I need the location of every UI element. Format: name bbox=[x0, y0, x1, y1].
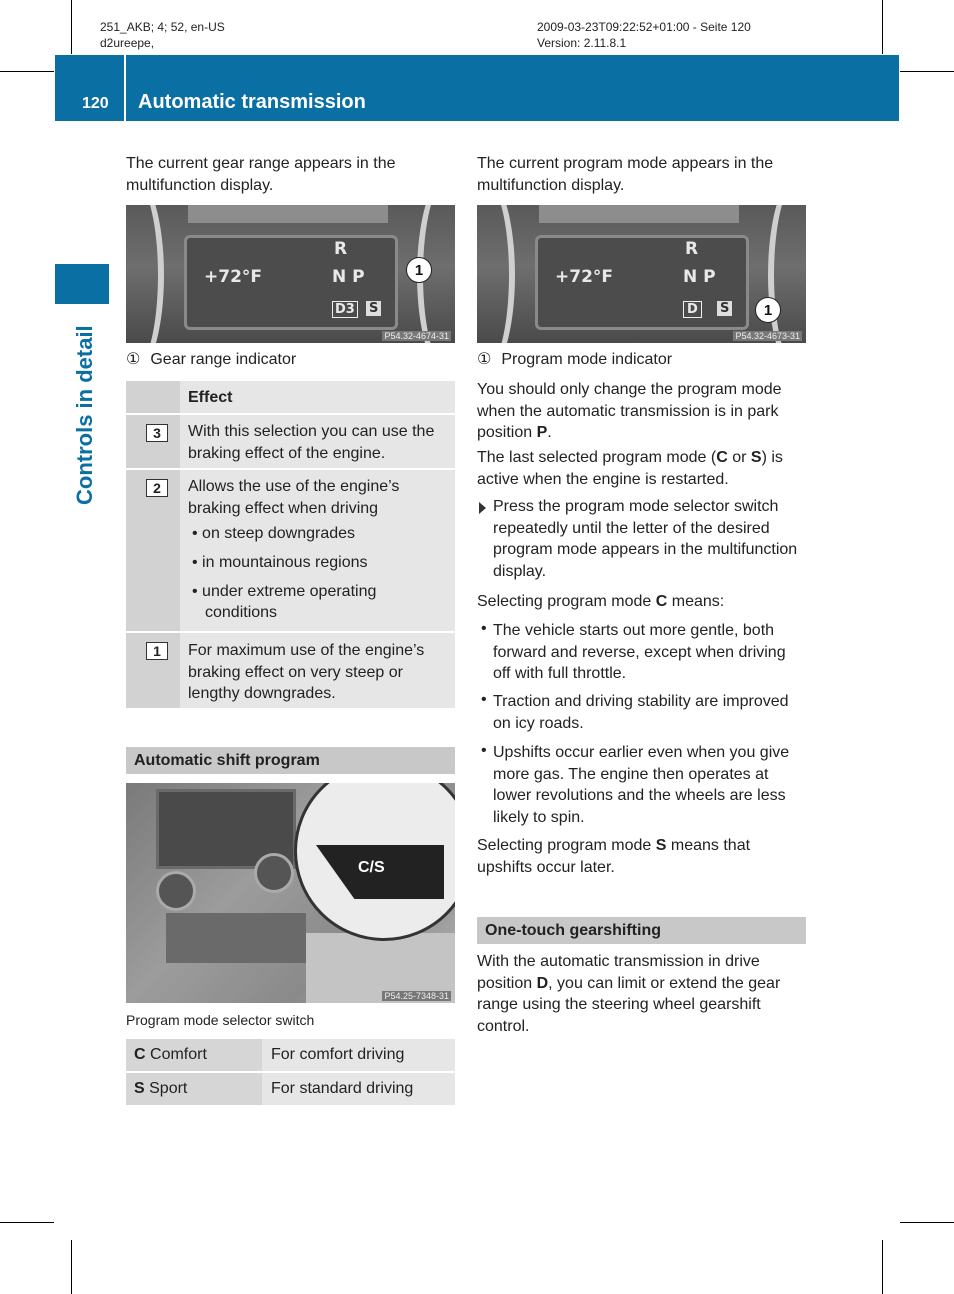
mode-letter: C bbox=[134, 1046, 146, 1063]
instruction-step bbox=[493, 496, 797, 582]
text-run: Selecting program mode bbox=[477, 837, 656, 854]
text-run: position bbox=[477, 424, 537, 441]
bullet-item: • in mountainous regions bbox=[192, 554, 368, 571]
text-line: when the automatic transmission is in park bbox=[477, 402, 779, 420]
text-line: Traction and driving stability are improved bbox=[493, 693, 789, 710]
meta-line: 251_AKB; 4; 52, en-US bbox=[100, 20, 225, 34]
text-line: display. bbox=[493, 562, 547, 580]
mode-box: S bbox=[717, 301, 732, 316]
mode-name-cell bbox=[126, 1073, 262, 1105]
text-line: Press the program mode selector switch bbox=[493, 498, 779, 515]
figure-code: P54.32-4674-31 bbox=[384, 331, 449, 341]
gear-key-1: 1 bbox=[146, 642, 168, 660]
left-intro bbox=[126, 153, 396, 196]
gear-range-display-photo bbox=[126, 205, 455, 343]
gear-r: R bbox=[685, 239, 699, 259]
bullet-item bbox=[493, 620, 786, 685]
table-row bbox=[126, 1039, 455, 1071]
gear-np: N P bbox=[332, 267, 365, 287]
figure-caption bbox=[126, 349, 296, 371]
text-run: means: bbox=[667, 593, 725, 610]
text-line: lengthy downgrades. bbox=[188, 685, 336, 702]
figure-caption: Program mode selector switch bbox=[126, 1012, 315, 1028]
text-line: likely to spin. bbox=[493, 808, 585, 826]
cs-button-label: C/S bbox=[358, 859, 385, 876]
figure-caption bbox=[477, 349, 672, 371]
program-mode-display-photo bbox=[477, 205, 806, 343]
print-meta-right bbox=[537, 19, 751, 51]
text-line: The vehicle starts out more gentle, both bbox=[493, 622, 775, 639]
gear-np: N P bbox=[683, 267, 716, 287]
text-line bbox=[477, 447, 783, 469]
text-line: With this selection you can use the bbox=[188, 423, 435, 440]
text-line: lower revolutions and the wheels are less bbox=[493, 787, 786, 804]
table-cell-text bbox=[188, 476, 399, 519]
text-run: The last selected program mode ( bbox=[477, 449, 717, 466]
paragraph bbox=[477, 591, 724, 613]
mode-name-cell bbox=[126, 1039, 262, 1071]
callout-1: 1 bbox=[755, 297, 781, 323]
crop-mark bbox=[0, 71, 54, 72]
step-arrow-icon bbox=[479, 502, 486, 514]
climate-knob bbox=[254, 853, 294, 893]
text-line: You should only change the program mode bbox=[477, 381, 782, 398]
temperature-readout: +72°F bbox=[204, 267, 263, 287]
crop-mark bbox=[882, 1240, 883, 1294]
text-line: braking effect of the engine. bbox=[188, 444, 386, 462]
crop-mark bbox=[900, 71, 954, 72]
text-run: means that bbox=[666, 837, 751, 854]
table-row bbox=[126, 1073, 455, 1105]
table-key-cell bbox=[126, 381, 180, 413]
display-top-bar bbox=[188, 205, 388, 223]
text-run: . bbox=[547, 424, 552, 441]
text-run: position bbox=[477, 974, 537, 992]
text-line bbox=[477, 973, 780, 995]
bold-term: D bbox=[536, 974, 549, 992]
paragraph bbox=[477, 835, 750, 878]
right-intro bbox=[477, 153, 773, 196]
text-run: ) is bbox=[761, 449, 783, 466]
caption-text: Program mode indicator bbox=[501, 351, 673, 368]
meta-line: 2009-03-23T09:22:52+01:00 - Seite 120 bbox=[537, 20, 751, 34]
temperature-readout: +72°F bbox=[555, 267, 614, 287]
gauge-ring bbox=[768, 205, 806, 343]
text-line: braking effect when driving bbox=[188, 499, 379, 517]
text-line: multifunction display. bbox=[477, 176, 625, 194]
table-header: Effect bbox=[188, 389, 233, 406]
gear-key-2: 2 bbox=[146, 479, 168, 497]
text-line bbox=[477, 422, 782, 444]
text-line: range using the steering wheel gearshift bbox=[477, 996, 761, 1013]
paragraph bbox=[477, 379, 782, 444]
caption-marker: ① bbox=[477, 351, 492, 368]
crop-mark bbox=[900, 1222, 954, 1223]
meta-line: d2ureepe, bbox=[100, 36, 155, 50]
mode-name: Comfort bbox=[150, 1046, 207, 1063]
text-run: , you can limit or extend the gear bbox=[548, 974, 781, 992]
text-line: program mode appears in the multifunction bbox=[493, 541, 798, 558]
climate-knob bbox=[156, 871, 196, 911]
text-line: on icy roads. bbox=[493, 714, 584, 732]
crop-mark bbox=[882, 0, 883, 54]
bullet-item: • under extreme operating bbox=[192, 583, 377, 600]
caption-marker: ① bbox=[126, 351, 141, 368]
figure-code: P54.32-4673-31 bbox=[735, 331, 800, 341]
button-panel bbox=[166, 913, 306, 963]
bullet-text: on steep downgrades bbox=[202, 525, 356, 542]
paragraph bbox=[477, 951, 780, 1037]
text-line: forward and reverse, except when driving bbox=[493, 643, 786, 661]
text-line: For maximum use of the engine’s bbox=[188, 642, 425, 659]
mode-letter: S bbox=[134, 1080, 145, 1097]
gear-r: R bbox=[334, 239, 348, 259]
print-meta-left bbox=[100, 19, 225, 51]
bullet-text: in mountainous regions bbox=[202, 554, 368, 571]
text-line: With the automatic transmission in drive bbox=[477, 953, 760, 970]
mode-desc-cell: For standard driving bbox=[262, 1073, 455, 1105]
text-line: more gas. The engine then operates at bbox=[493, 765, 769, 783]
bullet-dot: • bbox=[481, 691, 487, 708]
meta-line: Version: 2.11.8.1 bbox=[537, 36, 627, 50]
mode-box: S bbox=[366, 301, 381, 316]
table-cell-text bbox=[188, 421, 434, 464]
mode-desc-cell: For comfort driving bbox=[262, 1039, 455, 1071]
section-heading: One-touch gearshifting bbox=[477, 917, 806, 944]
bullet-dot: • bbox=[481, 742, 487, 759]
text-line: Allows the use of the engine’s bbox=[188, 478, 400, 495]
text-line: repeatedly until the letter of the desired bbox=[493, 519, 770, 537]
section-heading: Automatic shift program bbox=[126, 747, 455, 774]
side-tab-marker bbox=[55, 264, 109, 304]
bold-term: P bbox=[536, 424, 548, 441]
bold-term: C bbox=[716, 449, 728, 466]
text-line: braking effect on very steep or bbox=[188, 663, 403, 681]
text-line: upshifts occur later. bbox=[477, 858, 615, 876]
bullet-item: • on steep downgrades bbox=[192, 525, 356, 542]
bold-term: S bbox=[750, 449, 762, 466]
bold-term: S bbox=[655, 837, 667, 854]
bullet-item bbox=[493, 742, 789, 828]
text-run: Selecting program mode bbox=[477, 593, 656, 610]
page-number: 120 bbox=[82, 95, 109, 112]
bullet-item bbox=[493, 691, 789, 734]
gauge-ring bbox=[126, 205, 164, 343]
text-line bbox=[477, 835, 750, 857]
table-cell-text bbox=[188, 640, 424, 705]
program-selector-photo bbox=[126, 783, 455, 1003]
text-line: multifunction display. bbox=[126, 176, 274, 194]
gear-range-box: D3 bbox=[332, 301, 358, 318]
text-run: or bbox=[727, 449, 751, 466]
gauge-ring bbox=[477, 205, 515, 343]
text-line: active when the engine is restarted. bbox=[477, 470, 729, 488]
header-separator bbox=[124, 55, 126, 121]
bold-term: C bbox=[655, 593, 668, 610]
page-title: Automatic transmission bbox=[138, 91, 366, 113]
crop-mark bbox=[0, 1222, 54, 1223]
text-line: control. bbox=[477, 1017, 530, 1035]
display-top-bar bbox=[539, 205, 739, 223]
gear-range-box: D bbox=[683, 301, 702, 318]
bullet-dot: • bbox=[481, 620, 487, 637]
text-line: The current program mode appears in the bbox=[477, 155, 774, 172]
text-line: The current gear range appears in the bbox=[126, 155, 396, 172]
figure-code: P54.25-7348-31 bbox=[384, 991, 449, 1001]
caption-text: Gear range indicator bbox=[150, 351, 297, 368]
side-section-label: Controls in detail bbox=[72, 325, 97, 505]
bullet-continuation: conditions bbox=[205, 604, 278, 621]
crop-mark bbox=[71, 1240, 72, 1294]
bullet-text: under extreme operating bbox=[202, 583, 377, 600]
gear-key-3: 3 bbox=[146, 424, 168, 442]
paragraph bbox=[477, 447, 783, 490]
crop-mark bbox=[71, 0, 72, 54]
text-line: off with full throttle. bbox=[493, 665, 627, 682]
text-line: Upshifts occur earlier even when you give bbox=[493, 744, 790, 761]
callout-1: 1 bbox=[406, 257, 432, 283]
mode-name: Sport bbox=[149, 1080, 188, 1097]
